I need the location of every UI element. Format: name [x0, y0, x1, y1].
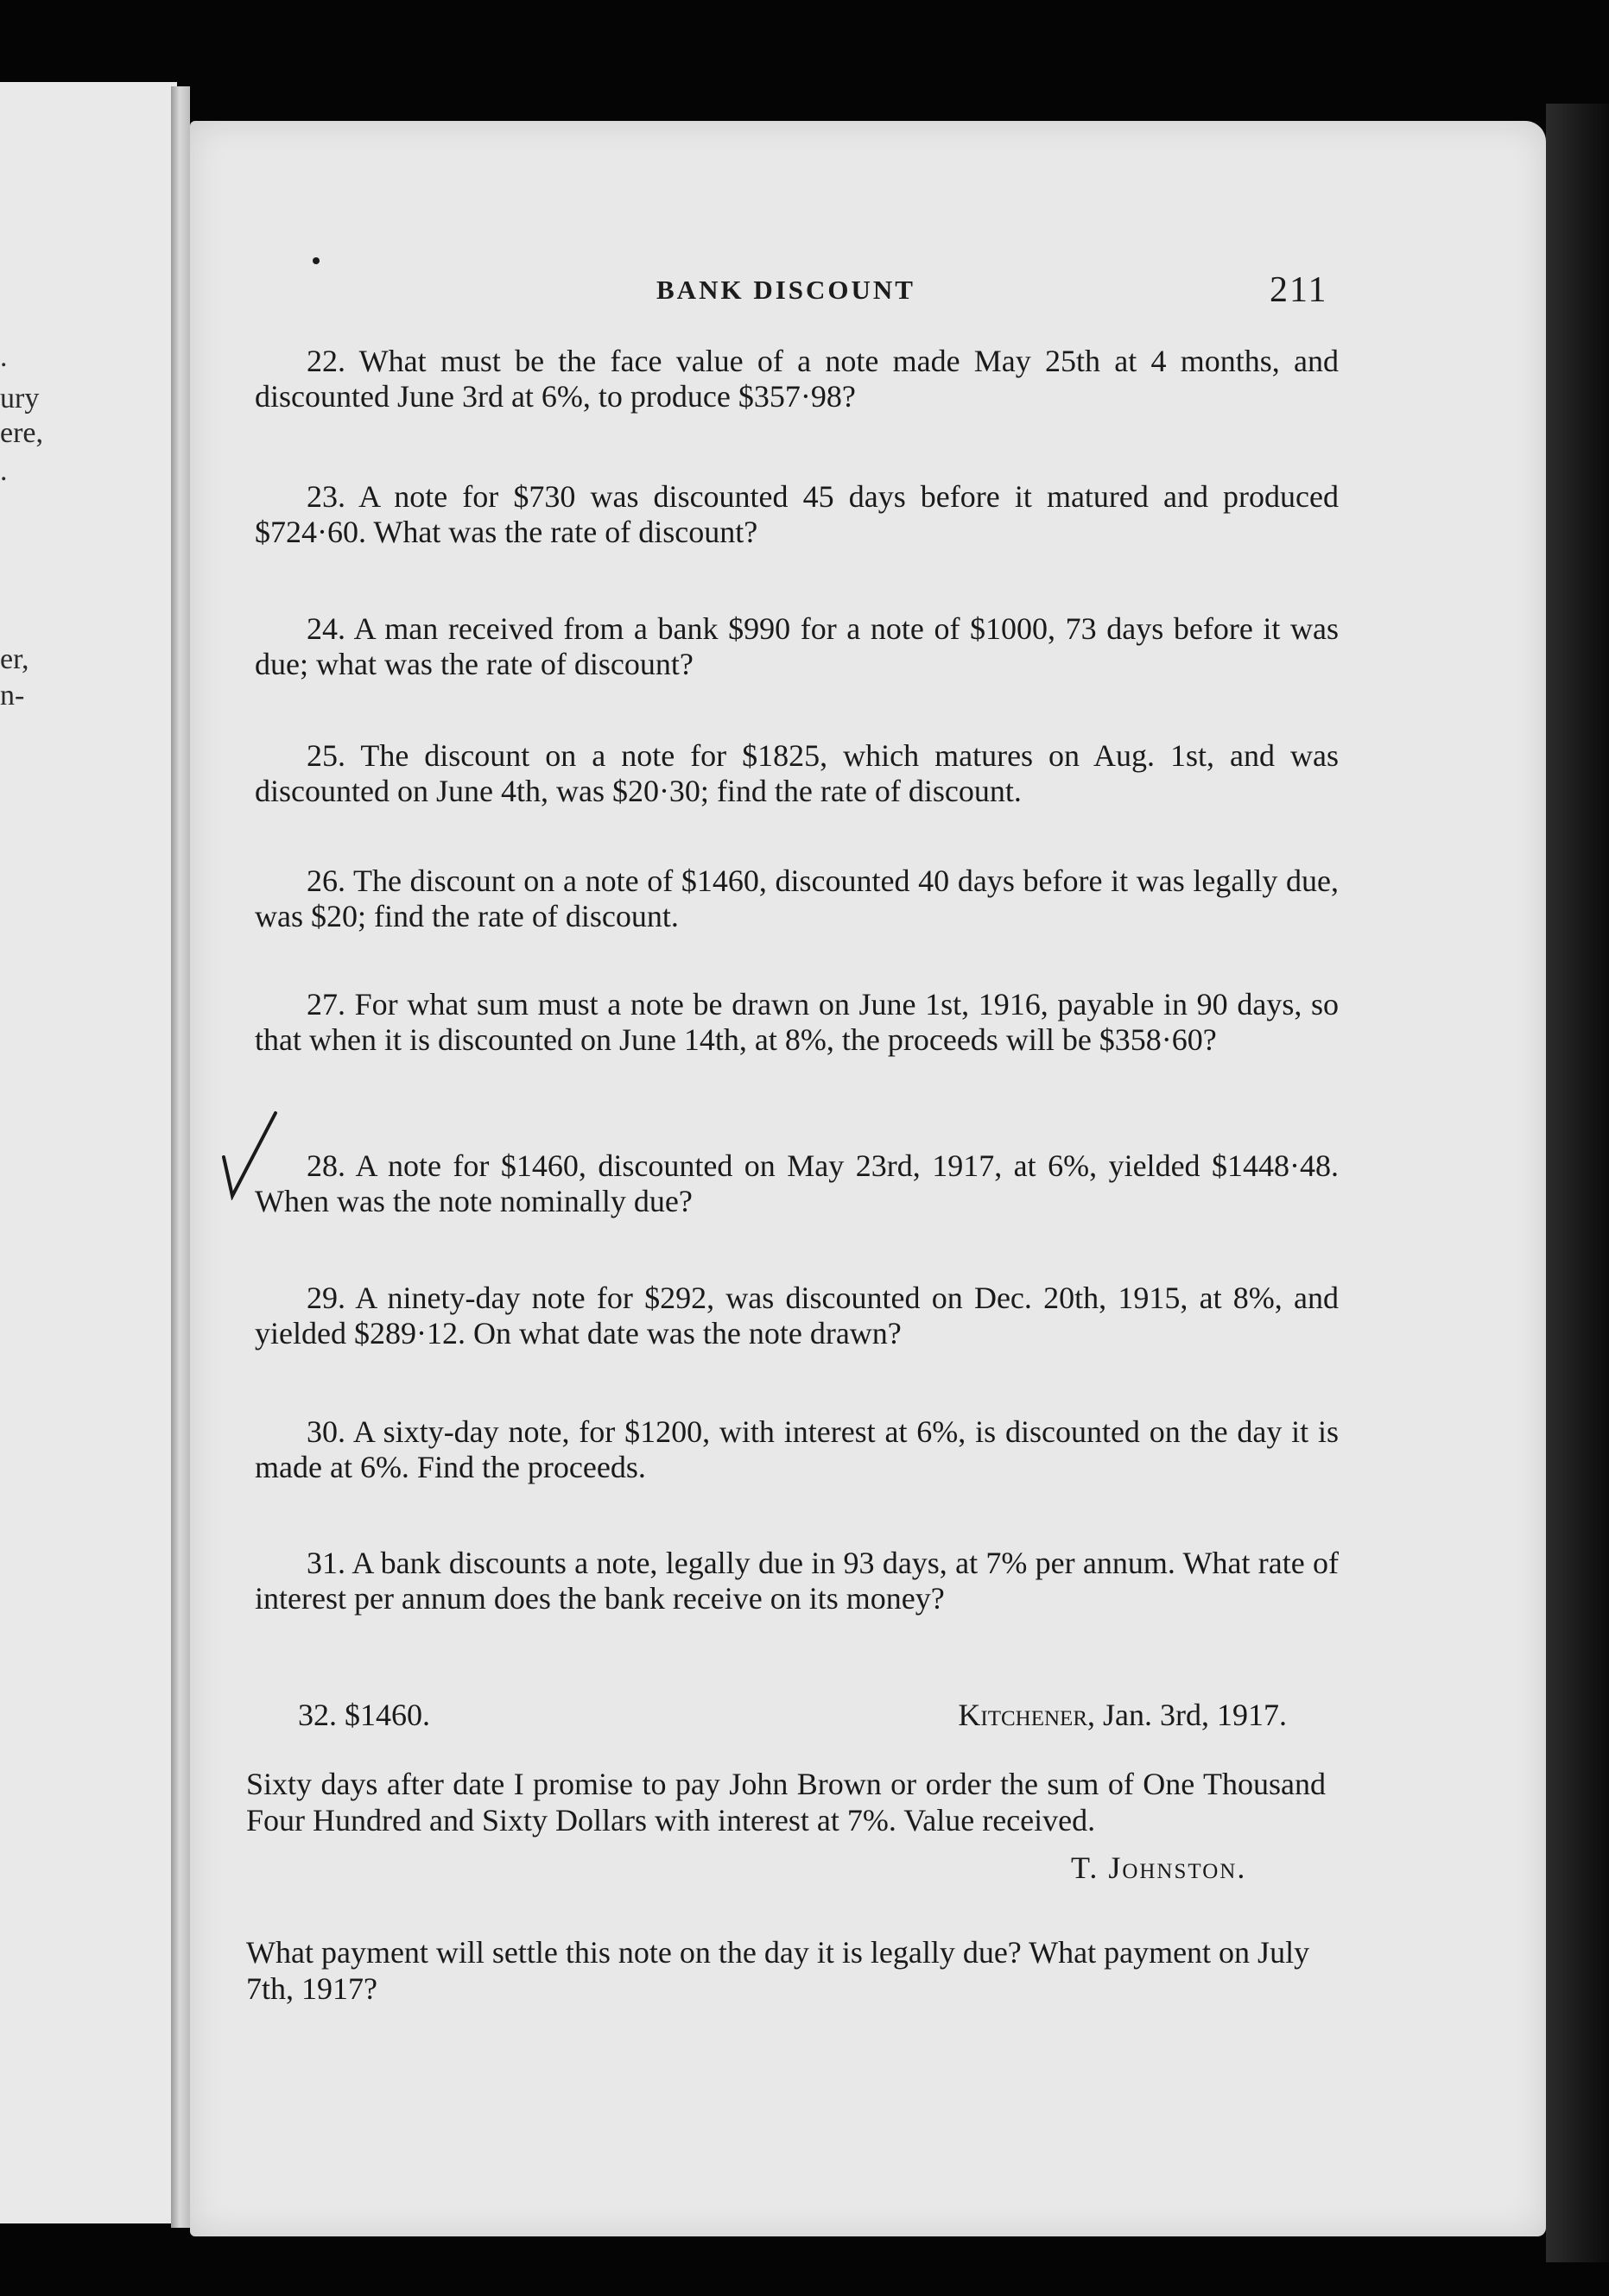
problem-text: For what sum must a note be drawn on June 1st, 1916, payable in 90 days, so that when it is discounted on June 14th, at 8%, the proceeds will be $358·60? [255, 987, 1339, 1057]
problem-31 [255, 1546, 1339, 1616]
handwritten-check-mark [220, 1110, 281, 1200]
left-page-fragment: ury [0, 383, 40, 414]
problem-text: A man received from a bank $990 for a note of $1000, 73 days before it was due; what was the rate of discount? [255, 611, 1339, 681]
note-date: , Jan. 3rd, 1917. [1087, 1698, 1287, 1732]
ink-speck [313, 257, 320, 264]
problem-23 [255, 479, 1339, 550]
problem-30 [255, 1414, 1339, 1485]
problem-text: A note for $1460, discounted on May 23rd, 1917, at 6%, yielded $1448·48. When was the note nominally due? [255, 1148, 1340, 1218]
problem-28 [255, 1148, 1339, 1219]
problem-29 [255, 1281, 1339, 1351]
left-page-fragment: n- [0, 680, 25, 712]
left-page-fragment: . [0, 455, 8, 487]
problem-text: What must be the face value of a note made May 25th at 4 months, and discounted June 3rd at 6%, to produce $357·98? [255, 344, 1339, 414]
problem-24 [255, 611, 1339, 682]
note-place: Kitchener [958, 1698, 1088, 1732]
running-head: BANK DISCOUNT [656, 275, 915, 305]
problem-32-number-amount [298, 1697, 430, 1733]
problem-text: The discount on a note for $1825, which matures on Aug. 1st, and was discounted on June 4th, was $20·30; find the rate of discount. [255, 738, 1339, 808]
problem-text: The discount on a note of $1460, discounted 40 days before it was legally due, was $20; find the rate of discount. [255, 863, 1339, 933]
promissory-note-body: Sixty days after date I promise to pay John Brown or order the sum of One Thousand Four Hundred and Sixty Dollars with interest at 7%. Value received. [246, 1767, 1326, 1837]
book-gutter [171, 86, 190, 2228]
problem-number: 31. [307, 1546, 345, 1580]
note-amount: $1460. [345, 1698, 430, 1732]
page-number: 211 [1270, 270, 1328, 310]
left-page-fragment: . [0, 341, 8, 373]
problem-number: 32. [298, 1698, 337, 1732]
problem-32-heading [298, 1697, 1287, 1733]
problem-number: 29. [307, 1281, 345, 1315]
left-page-fragment: ere, [0, 417, 44, 449]
left-page-fragment: er, [0, 643, 29, 675]
problem-number: 27. [307, 987, 345, 1021]
problem-text: A note for $730 was discounted 45 days before it matured and produced $724·60. What was the rate of discount? [255, 479, 1340, 549]
book-cover-edge [1546, 104, 1609, 2262]
problem-number: 26. [307, 863, 345, 898]
left-page-edge [0, 82, 177, 2223]
problem-text: A ninety-day note for $292, was discounted on Dec. 20th, 1915, at 8%, and yielded $289·12. On what date was the note drawn? [255, 1281, 1340, 1350]
problem-number: 28. [307, 1148, 345, 1183]
problem-text: A bank discounts a note, legally due in 93 days, at 7% per annum. What rate of interest per annum does the bank receive on its money? [255, 1546, 1340, 1616]
problem-number: 24. [307, 611, 345, 646]
problem-number: 30. [307, 1414, 345, 1449]
problem-32-question: What payment will settle this note on the day it is legally due? What payment on July 7th, 1917? [246, 1935, 1310, 2006]
problem-27 [255, 987, 1339, 1058]
problem-number: 23. [307, 479, 345, 514]
problem-22 [255, 344, 1339, 414]
note-signature: T. Johnston. [1071, 1850, 1247, 1885]
problem-26 [255, 863, 1339, 934]
problem-text: A sixty-day note, for $1200, with interest at 6%, is discounted on the day it is made at 6%. Find the proceeds. [255, 1414, 1340, 1484]
note-place-date [958, 1697, 1287, 1733]
problem-number: 25. [307, 738, 345, 773]
problem-25 [255, 738, 1339, 809]
problem-number: 22. [307, 344, 345, 378]
